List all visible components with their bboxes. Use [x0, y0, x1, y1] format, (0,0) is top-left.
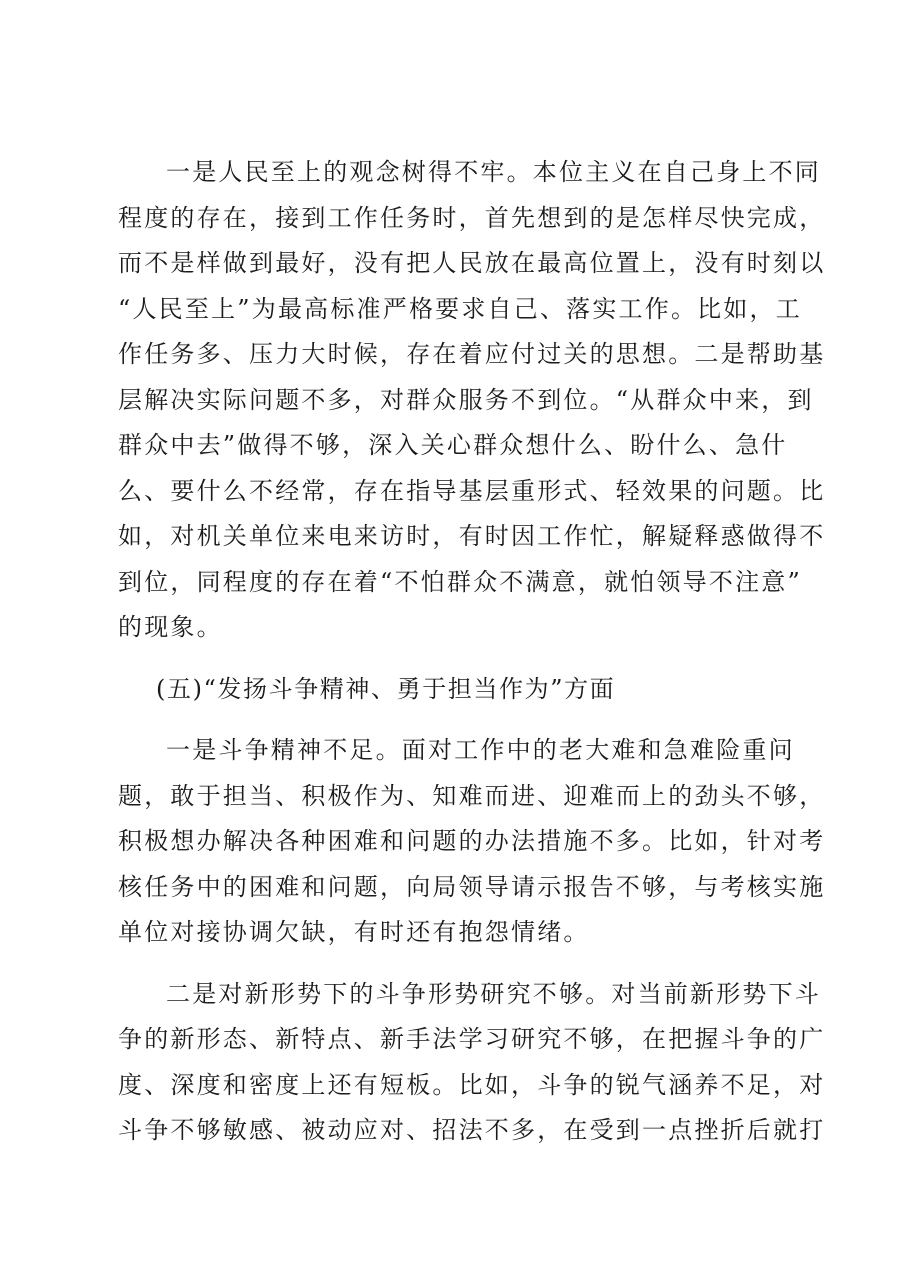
text-line: “人民至上”为最高标准严格要求自己、落实工作。比如，工 — [118, 294, 802, 323]
text-line: 度、深度和密度上还有短板。比如，斗争的锐气涵养不足，对 — [118, 1070, 826, 1099]
text-line: 而不是样做到最好，没有把人民放在最高位置上，没有时刻以 — [118, 249, 826, 277]
text-line: 争的新形态、新特点、新手法学习研究不够，在把握斗争的广 — [118, 1025, 826, 1053]
text-line: 二是对新形势下的斗争形势研究不够。对当前新形势下斗 — [166, 979, 821, 1008]
paragraph-1 — [118, 150, 826, 651]
text-line: 作任务多、压力大时候，存在着应付过关的思想。二是帮助基 — [118, 340, 826, 368]
text-line: 的现象。 — [118, 613, 223, 641]
text-line: 一是人民至上的观念树得不牢。本位主义在自己身上不同 — [166, 158, 821, 186]
text-line: 如，对机关单位来电来访时，有时因工作忙，解疑释惑做得不 — [118, 522, 826, 550]
text-line: 么、要什么不经常，存在指导基层重形式、轻效果的问题。比 — [118, 476, 826, 505]
text-line: 到位，同程度的存在着“不怕群众不满意，就怕领导不注意” — [118, 567, 802, 596]
document-page — [118, 150, 826, 1154]
text-line: 群众中去”做得不够，深入关心群众想什么、盼什么、急什 — [118, 431, 788, 459]
paragraph-3 — [118, 972, 826, 1154]
text-line: 一是斗争精神不足。面对工作中的老大难和急难险重问 — [166, 736, 795, 764]
text-line: 题，敢于担当、积极作为、知难而进、迎难而上的劲头不够， — [118, 781, 826, 810]
text-line: 层解决实际问题不多，对群众服务不到位。“从群众中来，到 — [118, 385, 814, 414]
heading-text: (五)“发扬斗争精神、勇于担当作为”方面 — [156, 674, 616, 703]
section-heading — [118, 667, 790, 713]
text-line: 积极想办解决各种困难和问题的办法措施不多。比如，针对考 — [118, 827, 826, 855]
paragraph-2 — [118, 728, 826, 956]
text-line: 斗争不够敏感、被动应对、招法不多，在受到一点挫折后就打 — [118, 1116, 826, 1144]
text-line: 程度的存在，接到工作任务时，首先想到的是怎样尽快完成， — [118, 203, 826, 232]
text-line: 核任务中的困难和问题，向局领导请示报告不够，与考核实施 — [118, 872, 826, 901]
text-line: 单位对接协调欠缺，有时还有抱怨情绪。 — [118, 918, 590, 946]
